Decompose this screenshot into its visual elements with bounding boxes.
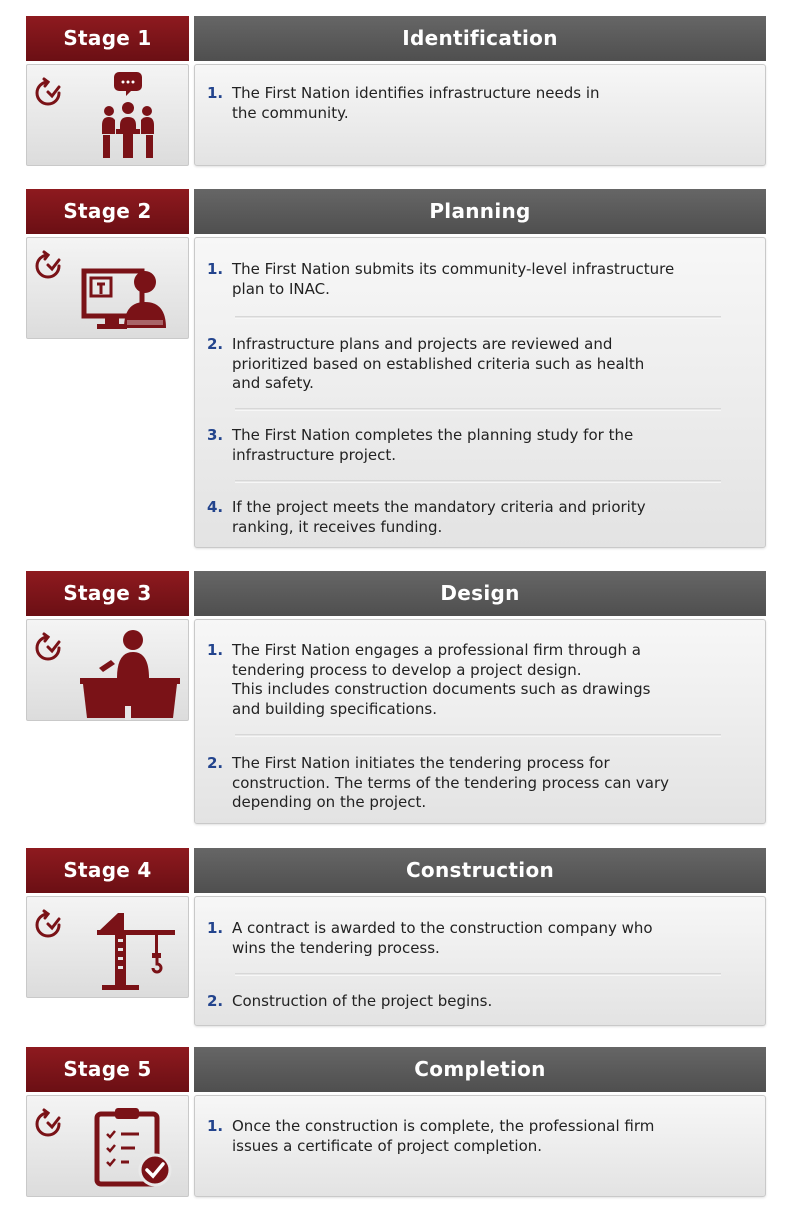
item-number: 1. — [207, 84, 224, 102]
item-text: If the project meets the mandatory criteria and priority ranking, it receives funding. — [232, 498, 646, 536]
cycle-check-icon — [37, 252, 59, 277]
content-panel — [194, 896, 766, 1026]
item-number: 2. — [207, 754, 224, 772]
divider — [235, 480, 721, 483]
icon-panel — [26, 619, 189, 721]
clipboard-check-icon — [97, 1108, 170, 1185]
item-number: 4. — [207, 498, 224, 516]
stage-title: Identification — [194, 16, 766, 61]
stage-label: Stage 1 — [26, 16, 189, 61]
list-item — [207, 260, 707, 299]
item-text: Once the construction is complete, the professional firm issues a certificate of project completion. — [232, 1117, 655, 1155]
list-item — [207, 1117, 707, 1156]
stage-title: Completion — [194, 1047, 766, 1092]
meeting-icon — [102, 72, 154, 158]
content-panel — [194, 619, 766, 824]
stage-title: Design — [194, 571, 766, 616]
content-panel — [194, 237, 766, 548]
item-number: 1. — [207, 919, 224, 937]
item-number: 1. — [207, 1117, 224, 1135]
item-number: 2. — [207, 992, 224, 1010]
icon-panel — [26, 1095, 189, 1197]
cycle-check-icon — [37, 634, 59, 659]
list-item — [207, 919, 707, 958]
item-number: 2. — [207, 335, 224, 353]
icon-panel — [26, 237, 189, 339]
stage-label: Stage 3 — [26, 571, 189, 616]
item-text: Construction of the project begins. — [232, 992, 493, 1010]
list-item — [207, 84, 707, 123]
stage-title: Planning — [194, 189, 766, 234]
cycle-check-icon — [37, 911, 59, 936]
stage-label: Stage 5 — [26, 1047, 189, 1092]
item-number: 3. — [207, 426, 224, 444]
content-panel — [194, 64, 766, 166]
item-text: The First Nation identifies infrastructure needs in the community. — [232, 84, 600, 122]
item-text: A contract is awarded to the construction company who wins the tendering process. — [232, 919, 653, 957]
computer-plan-icon — [84, 271, 166, 329]
item-text: The First Nation submits its community-level infrastructure plan to INAC. — [232, 260, 675, 298]
icon-panel — [26, 64, 189, 166]
stage-label: Stage 2 — [26, 189, 189, 234]
item-text: Infrastructure plans and projects are reviewed and prioritized based on established criteria such as health and safety. — [232, 335, 645, 392]
crane-icon — [97, 913, 175, 990]
stage-title: Construction — [194, 848, 766, 893]
item-number: 1. — [207, 641, 224, 659]
list-item — [207, 498, 707, 537]
list-item — [207, 754, 707, 813]
content-panel — [194, 1095, 766, 1197]
item-text: The First Nation engages a professional firm through a tendering process to develop a project design. This includes construction documents such as drawings and building specifications. — [232, 641, 651, 718]
divider — [235, 973, 721, 976]
designer-desk-icon — [80, 630, 180, 720]
icon-panel — [26, 896, 189, 998]
list-item — [207, 641, 707, 719]
list-item — [207, 335, 707, 394]
divider — [235, 316, 721, 319]
stage-label: Stage 4 — [26, 848, 189, 893]
divider — [235, 408, 721, 411]
cycle-check-icon — [37, 79, 59, 104]
divider — [235, 734, 721, 737]
item-text: The First Nation initiates the tendering process for construction. The terms of the tendering process can vary depending on the project. — [232, 754, 670, 811]
list-item — [207, 992, 707, 1012]
cycle-check-icon — [37, 1110, 59, 1135]
list-item — [207, 426, 707, 465]
item-number: 1. — [207, 260, 224, 278]
item-text: The First Nation completes the planning study for the infrastructure project. — [232, 426, 634, 464]
